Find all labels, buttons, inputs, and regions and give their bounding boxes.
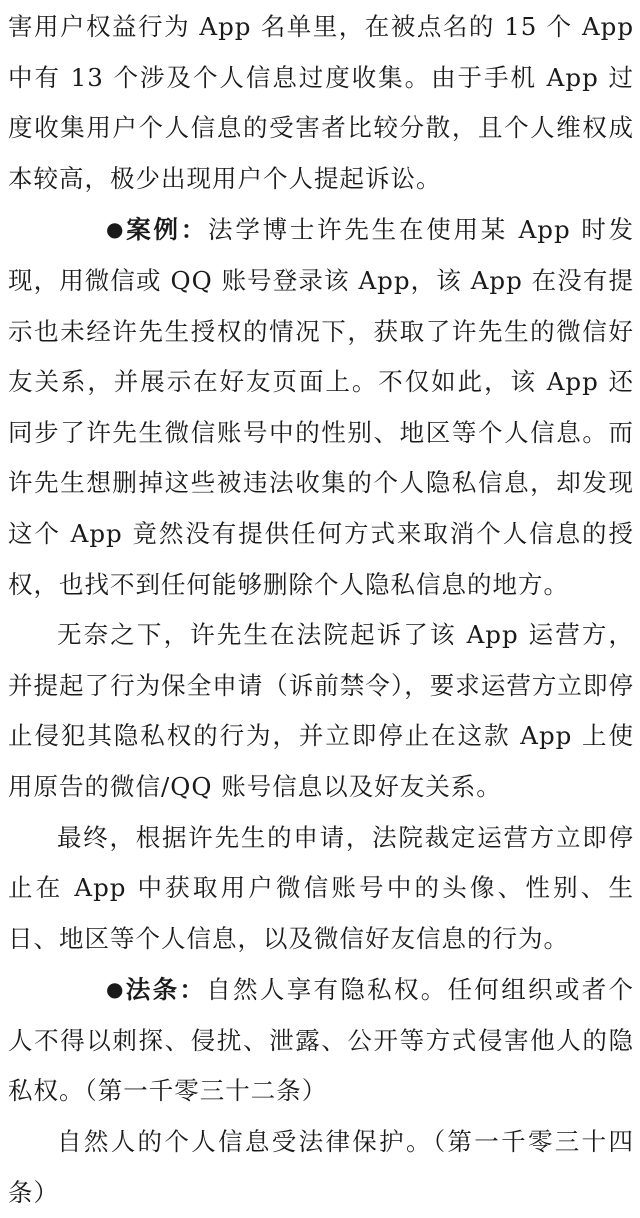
bullet-icon: ● bbox=[106, 977, 125, 1002]
intro-paragraph: 害用户权益行为 App 名单里，在被点名的 15 个 App 中有 13 个涉及个人信息过度收集。由于手机 App 过度收集用户个人信息的受害者比较分散，且个人维权成本较高，极少出现用户个人提起诉讼。 bbox=[8, 12, 634, 193]
ruling-paragraph: 最终，根据许先生的申请，法院裁定运营方立即停止在 App 中获取用户微信账号中的头像、性别、生日、地区等个人信息，以及微信好友信息的行为。 bbox=[8, 822, 634, 953]
lawsuit-paragraph: 无奈之下，许先生在法院起诉了该 App 运营方，并提起了行为保全申请（诉前禁令），要求运营方立即停止侵犯其隐私权的行为，并立即停止在这款 App 上使用原告的微信/QQ 账号信息以及好友关系。 bbox=[8, 620, 634, 801]
bullet-icon: ● bbox=[106, 217, 125, 242]
law-paragraph-2: 自然人的个人信息受法律保护。（第一千零三十四条） bbox=[8, 1127, 634, 1207]
law-paragraph bbox=[8, 964, 634, 1117]
case-paragraph bbox=[8, 204, 634, 610]
law-lead-label: 法条： bbox=[124, 975, 207, 1005]
case-lead-label: 案例： bbox=[124, 215, 209, 245]
case-text: 法学博士许先生在使用某 App 时发现，用微信或 QQ 账号登录该 App，该 App 在没有提示也未经许先生授权的情况下，获取了许先生的微信好友关系，并展示在好友页面上。不仅如此，该 App 还同步了许先生微信账号中的性别、地区等个人信息。而许先生想删掉这些被违法收集的个人隐私信息，却发现这个 App 竟然没有提供任何方式来取消个人信息的授权，也找不到任何能够删除个人隐私信息的地方。 bbox=[8, 215, 634, 599]
law-text: 自然人享有隐私权。任何组织或者个人不得以刺探、侵扰、泄露、公开等方式侵害他人的隐私权。（第一千零三十二条） bbox=[8, 975, 635, 1106]
